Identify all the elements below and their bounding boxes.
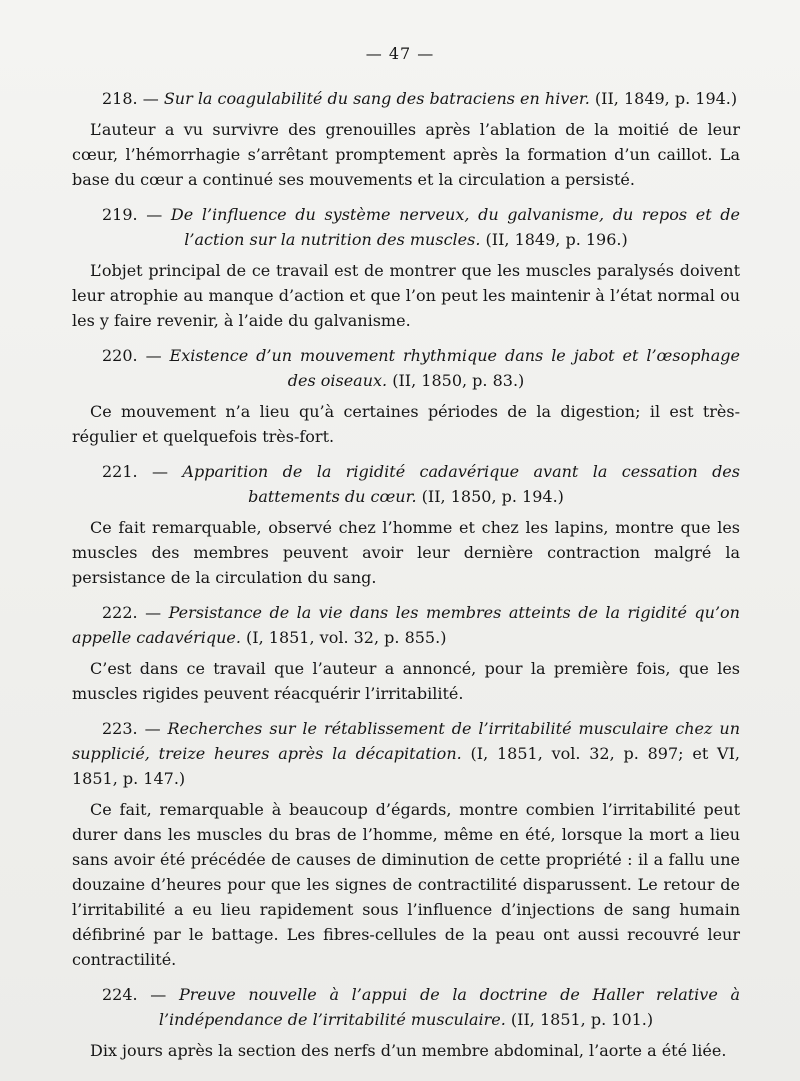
page-number: — 47 — (365, 44, 435, 63)
entry-222 (72, 600, 740, 706)
entry-number: 222. (102, 603, 138, 622)
entry-heading (72, 202, 740, 252)
entries-list (72, 86, 740, 1073)
entry-title: Sur la coagulabilité du sang des batraciens en hiver. (163, 89, 590, 108)
entry-reference: (I, 1851, vol. 32, p. 855.) (246, 628, 447, 647)
entry-body: L’objet principal de ce travail est de montrer que les muscles paralysés doivent leur atrophie au manque d’action et que l’on peut les maintenir à l’état normal ou les y faire revenir, à l’aide du galvanisme. (72, 261, 740, 330)
entry-number: 220. (102, 346, 138, 365)
entry-218 (72, 86, 740, 192)
entry-body: Ce mouvement n’a lieu qu’à certaines périodes de la digestion; il est très-régulier et quelquefois très-fort. (72, 402, 740, 446)
entry-body: Ce fait, remarquable à beaucoup d’égards, montre combien l’irritabilité peut durer dans les muscles du bras de l’homme, même en été, lorsque la mort a lieu sans avoir été précédée de causes de diminution de cette propriété : il a fallu une douzaine d’heures pour que les signes de contractilité disparussent. Le retour de l’irritabilité a eu lieu rapidement sous l’influence d’injections de sang humain défibriné par le battage. Les fibres-cellules de la peau ont aussi recouvré leur contractilité. (72, 800, 740, 969)
entry-dash: — (150, 985, 167, 1004)
entry-reference: (II, 1850, p. 194.) (421, 487, 564, 506)
entry-number: 224. (102, 985, 138, 1004)
entry-body: L’auteur a vu survivre des grenouilles après l’ablation de la moitié de leur cœur, l’hémorrhagie s’arrêtant promptement après la formation d’un caillot. La base du cœur a continué ses mouvements et la circulation a persisté. (72, 120, 740, 189)
entry-dash: — (142, 89, 159, 108)
entry-dash: — (152, 462, 169, 481)
entry-body: C’est dans ce travail que l’auteur a annoncé, pour la première fois, que les muscles rigides peuvent réacquérir l’irritabilité. (72, 659, 740, 703)
entry-dash: — (145, 346, 162, 365)
entry-title: Apparition de la rigidité cadavérique avant la cessation des battements du cœur. (182, 462, 740, 506)
entry-number: 218. (102, 89, 138, 108)
entry-reference: (I, 1851, vol. 32, p. 897; et VI, 1851, p. 147.) (72, 744, 741, 788)
entry-reference: (II, 1851, p. 101.) (510, 1010, 654, 1029)
entry-heading (72, 600, 740, 650)
entry-221 (72, 459, 740, 590)
entry-number: 219. (102, 205, 138, 224)
entry-title: De l’influence du système nerveux, du galvanisme, du repos et de l’action sur la nutrition des muscles. (170, 205, 740, 249)
entry-body: Ce fait remarquable, observé chez l’homme et chez les lapins, montre que les muscles des membres peuvent avoir leur dernière contraction malgré la persistance de la circulation du sang. (72, 518, 740, 587)
entry-heading (72, 86, 740, 111)
entry-heading (72, 716, 740, 791)
entry-body: Dix jours après la section des nerfs d’un membre abdominal, l’aorte a été liée. (90, 1041, 727, 1060)
entry-title: Existence d’un mouvement rhythmique dans le jabot et l’œsophage des oiseaux. (169, 346, 740, 390)
entry-heading (72, 343, 740, 393)
entry-220 (72, 343, 740, 449)
entry-title: Preuve nouvelle à l’appui de la doctrine de Haller relative à l’indépendance de l’irritabilité musculaire. (158, 985, 740, 1029)
entry-224 (72, 982, 740, 1063)
entry-reference: (II, 1850, p. 83.) (392, 371, 525, 390)
entry-dash: — (144, 719, 161, 738)
entry-dash: — (146, 205, 163, 224)
entry-heading (72, 459, 740, 509)
entry-reference: (II, 1849, p. 194.) (594, 89, 738, 108)
entry-reference: (II, 1849, p. 196.) (485, 230, 628, 249)
entry-title: Persistance de la vie dans les membres atteints de la rigidité qu’on appelle cadavérique. (72, 603, 740, 647)
entry-number: 223. (102, 719, 138, 738)
entry-title: Recherches sur le rétablissement de l’irritabilité musculaire chez un supplicié, treize heures après la décapitation. (72, 719, 741, 763)
entry-223 (72, 716, 740, 972)
entry-number: 221. (102, 462, 138, 481)
entry-heading (72, 982, 740, 1032)
entry-dash: — (145, 603, 162, 622)
entry-219 (72, 202, 740, 333)
